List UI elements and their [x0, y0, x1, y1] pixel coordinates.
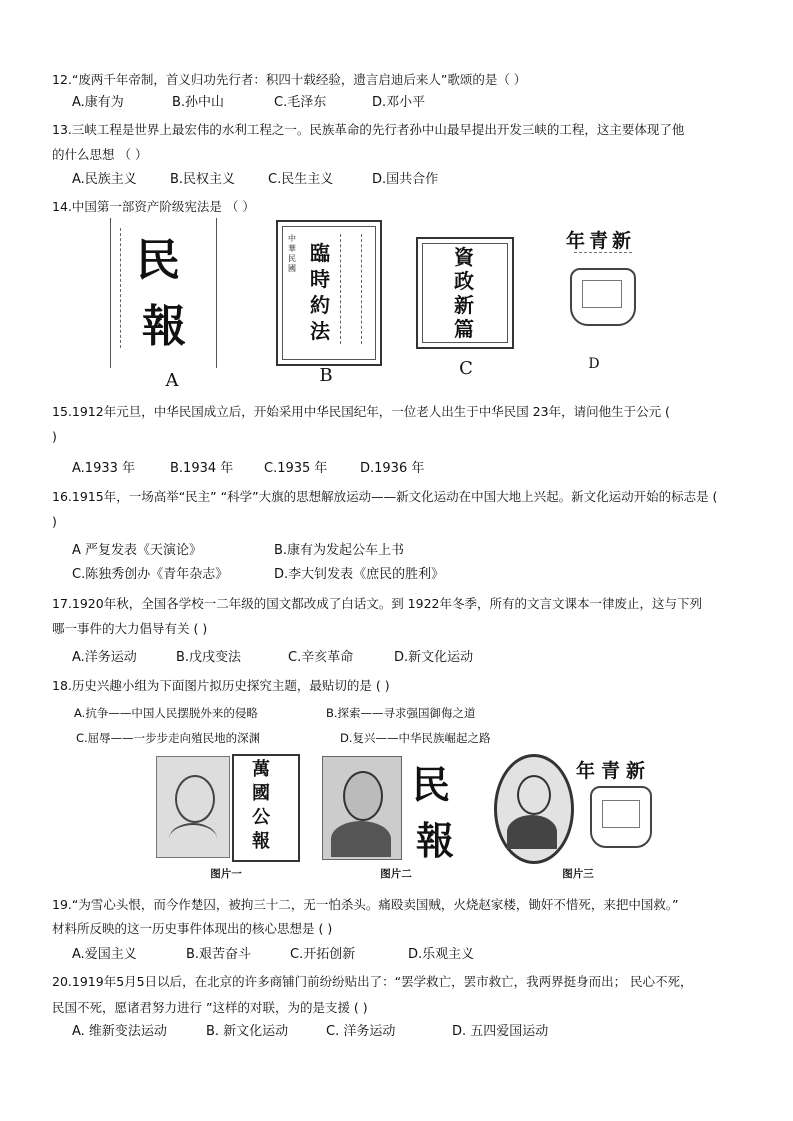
q13-option-d[interactable]: D.国共合作 [372, 172, 439, 187]
q16-stem-line2: ) [52, 514, 57, 529]
q14-image-a[interactable] [108, 218, 220, 368]
q14-image-c[interactable] [416, 237, 514, 349]
q18-image-one[interactable] [152, 752, 298, 862]
q17-option-a[interactable]: A.洋务运动 [72, 650, 137, 665]
q13-stem-line1: 13.三峡工程是世界上最宏伟的水利工程之一。民族革命的先行者孙中山最早提出开发三峡的工程，这主要体现了他 [52, 122, 685, 137]
q16-option-d[interactable]: D.李大钊发表《庶民的胜利》 [274, 567, 445, 582]
q14-c-char-1: 資 [454, 245, 474, 269]
q19-option-b[interactable]: B.艰苦奋斗 [186, 947, 252, 962]
q14-image-b[interactable] [276, 220, 382, 366]
q12-stem: 12.“废两千年帝制，首义归功先行者：积四十载经验，遗言启迪后来人”歌颂的是（ ） [52, 72, 527, 87]
q15-option-a[interactable]: A.1933 年 [72, 461, 136, 476]
q14-image-d[interactable] [564, 226, 644, 338]
q18-option-c[interactable]: C.屈辱——一步步走向殖民地的深渊 [76, 731, 261, 745]
q20-option-c[interactable]: C. 洋务运动 [326, 1024, 396, 1039]
q12-option-d[interactable]: D.邓小平 [372, 95, 426, 110]
q17-stem-line1: 17.1920年秋，全国各学校一二年级的国文都改成了白话文。到 1922年冬季，所有的文言文课本一律废止，这与下列 [52, 596, 702, 611]
q15-stem-line1: 15.1912年元旦，中华民国成立后，开始采用中华民国纪年，一位老人出生于中华民国 23年，请问他生于公元 ( [52, 404, 670, 419]
q18-three-title: 年青新 [576, 760, 652, 782]
q18-image-three[interactable] [490, 752, 670, 862]
q18-three-emblem [590, 786, 652, 848]
q19-option-d[interactable]: D.乐观主义 [408, 947, 475, 962]
q13-option-c[interactable]: C.民生主义 [268, 172, 334, 187]
q18-three-portrait [494, 754, 574, 864]
q14-stem: 14.中国第一部资产阶级宪法是 （ ） [52, 199, 255, 214]
q18-one-char-2: 國 [252, 783, 270, 804]
q14-c-char-3: 新 [454, 293, 474, 317]
q18-two-portrait [322, 756, 402, 860]
q19-stem-line1: 19.“为雪心头恨，而今作楚囚，被拘三十二，无一怕杀头。痛殴卖国贼，火烧赵家楼，锄奸不惜死，来把中国救。” [52, 897, 679, 912]
q15-option-b[interactable]: B.1934 年 [170, 461, 234, 476]
q13-stem-line2: 的什么思想 （ ） [52, 147, 148, 162]
q17-option-c[interactable]: C.辛亥革命 [288, 650, 354, 665]
q12-option-b[interactable]: B.孙中山 [172, 95, 225, 110]
q18-option-b[interactable]: B.探索——寻求强国御侮之道 [326, 706, 476, 720]
q14-caption-a: A [165, 370, 179, 391]
q14-b-char-1: 臨 [310, 241, 330, 265]
q18-option-a[interactable]: A.抗争——中国人民摆脱外来的侵略 [74, 706, 258, 720]
q18-caption-three: 图片三 [562, 868, 594, 880]
q14-a-char-1: 民 [136, 235, 180, 286]
q17-stem-line2: 哪一事件的大力倡导有关 ( ) [52, 621, 208, 636]
q18-one-char-3: 公 [252, 807, 270, 828]
q16-stem-line1: 16.1915年，一场高举“民主” “科学”大旗的思想解放运动——新文化运动在中国大地上兴起。新文化运动开始的标志是 ( [52, 489, 718, 504]
q14-caption-d: D [588, 356, 600, 372]
q12-option-a[interactable]: A.康有为 [72, 95, 124, 110]
q18-one-char-4: 報 [252, 831, 270, 852]
q16-option-a[interactable]: A 严复发表《天演论》 [72, 543, 203, 558]
q14-c-char-4: 篇 [454, 317, 474, 341]
q16-option-c[interactable]: C.陈独秀创办《青年杂志》 [72, 567, 229, 582]
q14-b-char-4: 法 [310, 319, 330, 343]
q18-two-char-2: 報 [416, 818, 455, 863]
q15-option-c[interactable]: C.1935 年 [264, 461, 328, 476]
q14-caption-c: C [459, 358, 473, 379]
q14-a-char-2: 報 [142, 301, 186, 352]
q14-caption-b: B [319, 365, 333, 386]
q12-option-c[interactable]: C.毛泽东 [274, 95, 327, 110]
q14-d-title: 年青新 [566, 230, 636, 252]
q17-option-b[interactable]: B.戊戌变法 [176, 650, 242, 665]
q15-stem-line2: ) [52, 429, 57, 444]
q18-one-char-1: 萬 [252, 759, 270, 780]
q20-option-b[interactable]: B. 新文化运动 [206, 1024, 289, 1039]
q18-option-d[interactable]: D.复兴——中华民族崛起之路 [340, 731, 491, 745]
q19-option-a[interactable]: A.爱国主义 [72, 947, 137, 962]
q14-b-char-2: 時 [310, 267, 330, 291]
q18-two-char-1: 民 [412, 762, 451, 807]
q14-b-char-3: 約 [310, 293, 330, 317]
q18-stem: 18.历史兴趣小组为下面图片拟历史探究主题，最贴切的是 ( ) [52, 678, 390, 693]
q20-option-d[interactable]: D. 五四爱国运动 [452, 1024, 549, 1039]
q20-stem-line1: 20.1919年5月5日以后，在北京的许多商铺门前纷纷贴出了：“罢学救亡，罢市救亡，我两界挺身而出； 民心不死， [52, 974, 693, 989]
q19-stem-line2: 材料所反映的这一历史事件体现出的核心思想是 ( ) [52, 921, 333, 936]
q19-option-c[interactable]: C.开拓创新 [290, 947, 356, 962]
q18-caption-two: 图片二 [380, 868, 412, 880]
q16-option-b[interactable]: B.康有为发起公车上书 [274, 543, 405, 558]
q14-a-side-text [120, 228, 124, 348]
q20-stem-line2: 民国不死，愿诸君努力进行 ”这样的对联，为的是支援 ( ) [52, 1000, 368, 1015]
q18-caption-one: 图片一 [210, 868, 242, 880]
q18-image-two[interactable] [320, 752, 470, 862]
q13-option-a[interactable]: A.民族主义 [72, 172, 137, 187]
q20-option-a[interactable]: A. 维新变法运动 [72, 1024, 167, 1039]
q18-one-portrait [156, 756, 230, 858]
q14-b-side-text: 中華民國 [288, 234, 296, 273]
q17-option-d[interactable]: D.新文化运动 [394, 650, 474, 665]
q13-option-b[interactable]: B.民权主义 [170, 172, 236, 187]
q15-option-d[interactable]: D.1936 年 [360, 461, 425, 476]
q14-c-char-2: 政 [454, 269, 474, 293]
